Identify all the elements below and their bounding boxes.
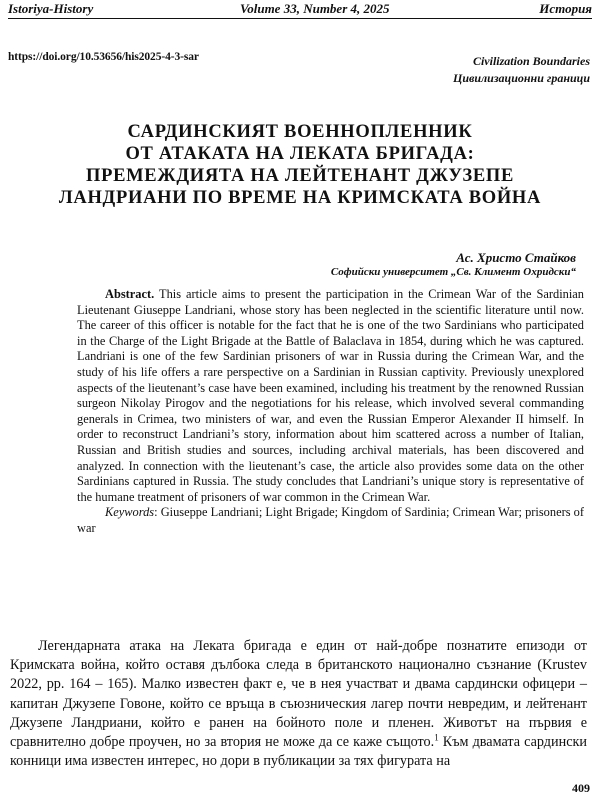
title-line-1: САРДИНСКИЯТ ВОЕННОПЛЕННИК (127, 122, 473, 142)
title-line-2: ОТ АТАКАТА НА ЛЕКАТА БРИГАДА: (125, 144, 475, 164)
running-header (8, 0, 592, 19)
section-rubric (453, 53, 590, 87)
body-paragraph (10, 637, 587, 771)
author-affiliation: Софийски университет „Св. Климент Охридски“ (330, 266, 576, 278)
journal-name: Istoriya-History (8, 1, 94, 16)
abstract-block (77, 287, 584, 537)
title-line-4: ЛАНДРИАНИ ПО ВРЕМЕ НА КРИМСКАТА ВОЙНА (58, 188, 542, 208)
issue-info: Volume 33, Number 4, 2025 (240, 1, 390, 16)
title-line-3: ПРЕМЕЖДИЯТА НА ЛЕЙТЕНАНТ ДЖУЗЕПЕ (86, 166, 514, 186)
footnote-ref[interactable]: 1 (434, 732, 439, 743)
article-title (10, 121, 590, 209)
abstract-label: Abstract. (105, 287, 155, 301)
body-text (10, 637, 587, 771)
keywords-paragraph (77, 505, 584, 536)
abstract-paragraph (77, 287, 584, 505)
keywords-text: : Giuseppe Landriani; Light Brigade; Kingdom of Sardinia; Crimean War; prisoners of war (77, 505, 584, 535)
body-text-part-2: Към двамата сардински конници има известен интерес, но дори в публикации за тях фигурата на (10, 734, 587, 770)
keywords-label: Keywords (105, 505, 155, 520)
rubric-bulgarian: Цивилизационни граници (452, 71, 590, 85)
body-text-part-1: Легендарната атака на Леката бригада е един от най-добре познатите епизоди от Кримската война, който оставя дълбока следа в британското национално съзнание (Krustev 2022, pp. 164 – 165). Малко известен факт е, че в нея участват и двама сардински офицери – капитан Джузепе Говоне, който се връща в съюзническия лагер почти невредим, и лейтенант Джузепе Ландриани, който е ранен на бойното поле и пленен. Животът на първия е сравнително добре проучен, но за втория не може да се каже същото. (10, 638, 587, 751)
page-number: 409 (572, 781, 590, 795)
author-name: Ас. Христо Стайков (456, 250, 576, 265)
rubric-english: Civilization Boundaries (472, 54, 590, 68)
doi-link[interactable]: https://doi.org/10.53656/his2025-4-3-sar (8, 51, 199, 63)
journal-name-bulgarian: История (539, 1, 592, 16)
abstract-text: This article aims to present the participation in the Crimean War of the Sardinian Lieutenant Giuseppe Landriani, whose story has been neglected in the scientific literature until now. The career of this officer is notable for the fact that he is one of the two Sardinians who participated in the Charge of the Light Brigade at the Battle of Balaclava in 1854, during which he was captured. Landriani is one of the few Sardinian prisoners of war in Russia during the Crimean War, and the study of his life offers a rare perspective on a Sardinian in Russian captivity. Previously unexplored aspects of the lieutenant’s case have been examined, including his treatment by the renowned Russian surgeon Nikolay Pirogov and the negotiations for his release, which involved several commanding generals in Crimea, two ministers of war, and even the Russian Emperor Alexander II himself. In order to reconstruct Landriani’s story, information about him scattered across a number of Italian, Russian and British studies and sources, including archival materials, has been discovered and analyzed. In connection with the lieutenant’s case, the article also provides some data on the other Sardinians captured in Russia. The study concludes that Landriani’s unique story is representative of the humane treatment of prisoners of war common in the Crimean War. (77, 287, 584, 504)
